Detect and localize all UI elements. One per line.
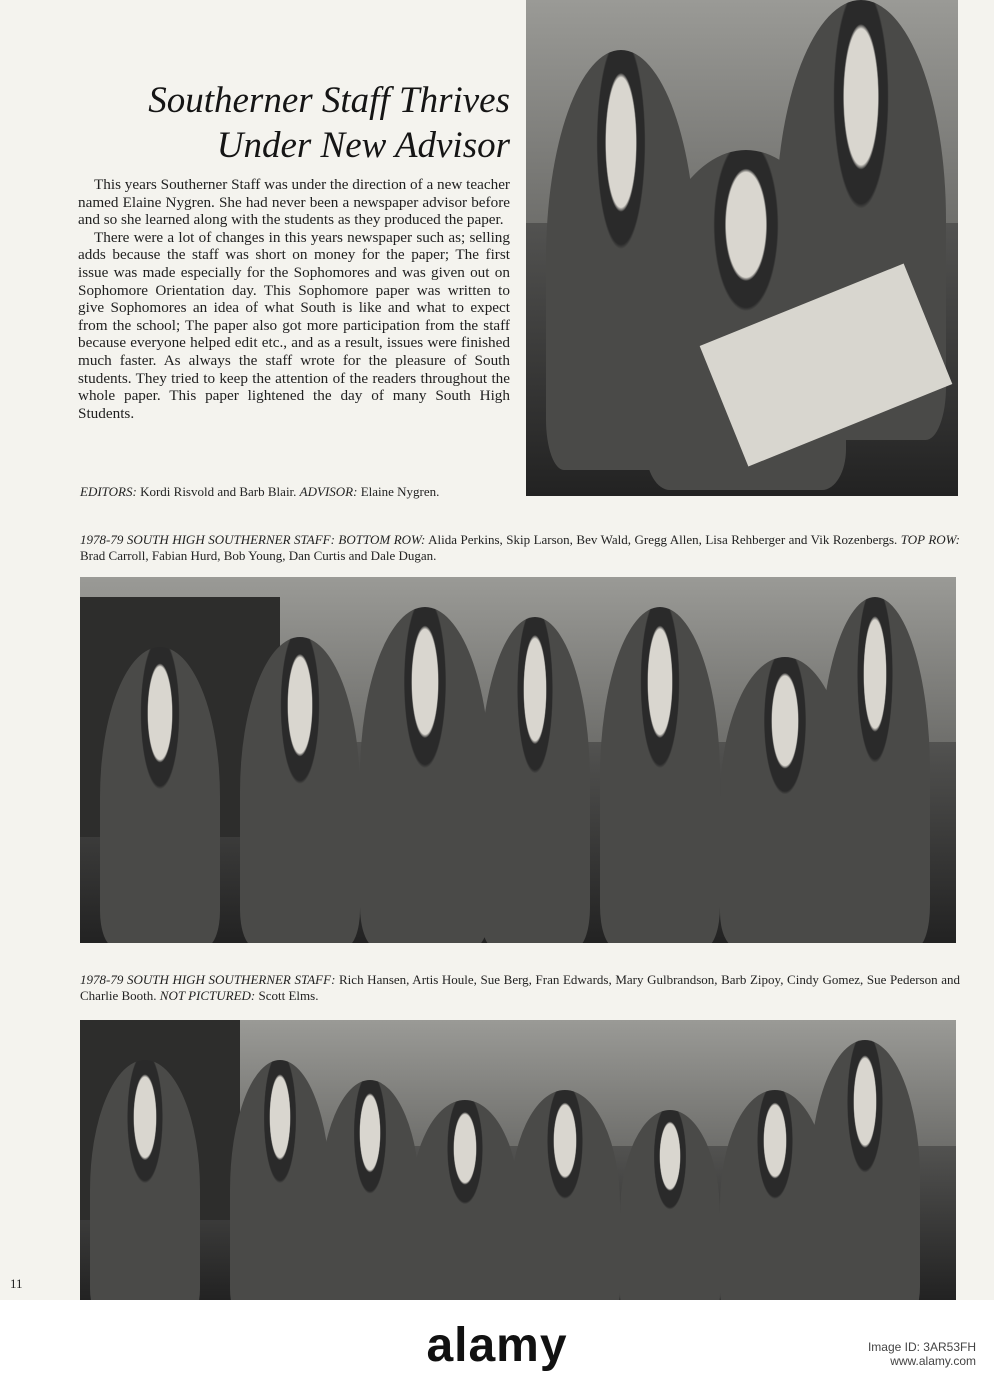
editors-credit	[80, 484, 510, 500]
staff-caption-2	[80, 972, 960, 1004]
editors-names: Kordi Risvold and Barb Blair.	[140, 484, 297, 499]
caption2-lead: 1978-79 SOUTH HIGH SOUTHERNER STAFF:	[80, 972, 336, 987]
staff-caption-1	[80, 532, 960, 564]
staff-group-photo-1	[80, 577, 956, 943]
image-url: www.alamy.com	[890, 1354, 976, 1368]
photo-person	[480, 617, 590, 943]
image-id	[868, 1340, 976, 1368]
watermark-footer	[0, 1300, 994, 1390]
photo-person	[240, 637, 360, 943]
advisor-name: Elaine Nygren.	[360, 484, 440, 499]
photo-person	[360, 607, 490, 943]
caption2-not-pictured-label: NOT PICTURED:	[159, 988, 256, 1003]
article-title	[70, 78, 510, 168]
article-body	[78, 176, 510, 422]
caption1-top-row: Brad Carroll, Fabian Hurd, Bob Young, Dan Curtis and Dale Dugan.	[80, 548, 437, 563]
article-paragraph-2: There were a lot of changes in this years newspaper such as; selling adds because the staff was short on money for the paper; The first issue was made especially for the Sophomores and was given out on Sophomore Orientation day. This Sophomore paper was written to give Sophomores an idea of what South is like and what to expect from the school; The paper also got more participation from the staff because everyone helped edit etc., and as a result, issues were finished much faster. As always the staff wrote for the pleasure of South students. They tried to keep the attention of the readers throughout the whole paper. This paper lightened the day of many South High Students.	[78, 228, 510, 422]
brand-logo: alamy	[426, 1319, 568, 1372]
staff-group-photo-2	[80, 1020, 956, 1300]
page-number: 11	[10, 1276, 23, 1291]
image-id-label: Image ID: 3AR53FH	[867, 1340, 976, 1354]
caption1-bottom-row: Alida Perkins, Skip Larson, Bev Wald, Gregg Allen, Lisa Rehberger and Vik Rozenbergs.	[428, 532, 898, 547]
photo-person	[100, 647, 220, 943]
title-line-2: Under New Advisor	[216, 125, 510, 166]
advisor-editors-photo	[526, 0, 958, 496]
title-line-1: Southerner Staff Thrives	[148, 80, 510, 121]
article-paragraph-1: This years Southerner Staff was under the direction of a new teacher named Elaine Nygren. She had never been a newspaper advisor before and so she learned along with the students as they produced the paper.	[78, 176, 510, 229]
photo-person	[600, 607, 720, 943]
caption1-lead: 1978-79 SOUTH HIGH SOUTHERNER STAFF: BOTTOM ROW:	[80, 532, 426, 547]
caption2-not-pictured-names: Scott Elms.	[258, 988, 319, 1003]
photo-person	[820, 597, 930, 943]
advisor-label: ADVISOR:	[299, 484, 358, 499]
editors-label: EDITORS:	[80, 484, 137, 499]
caption2-names: Rich Hansen, Artis Houle, Sue Berg, Fran Edwards, Mary Gulbrandson, Barb Zipoy, Cindy Gomez, Sue Pederson and Charlie Booth.	[80, 972, 960, 1003]
caption1-top-label: TOP ROW:	[900, 532, 960, 547]
